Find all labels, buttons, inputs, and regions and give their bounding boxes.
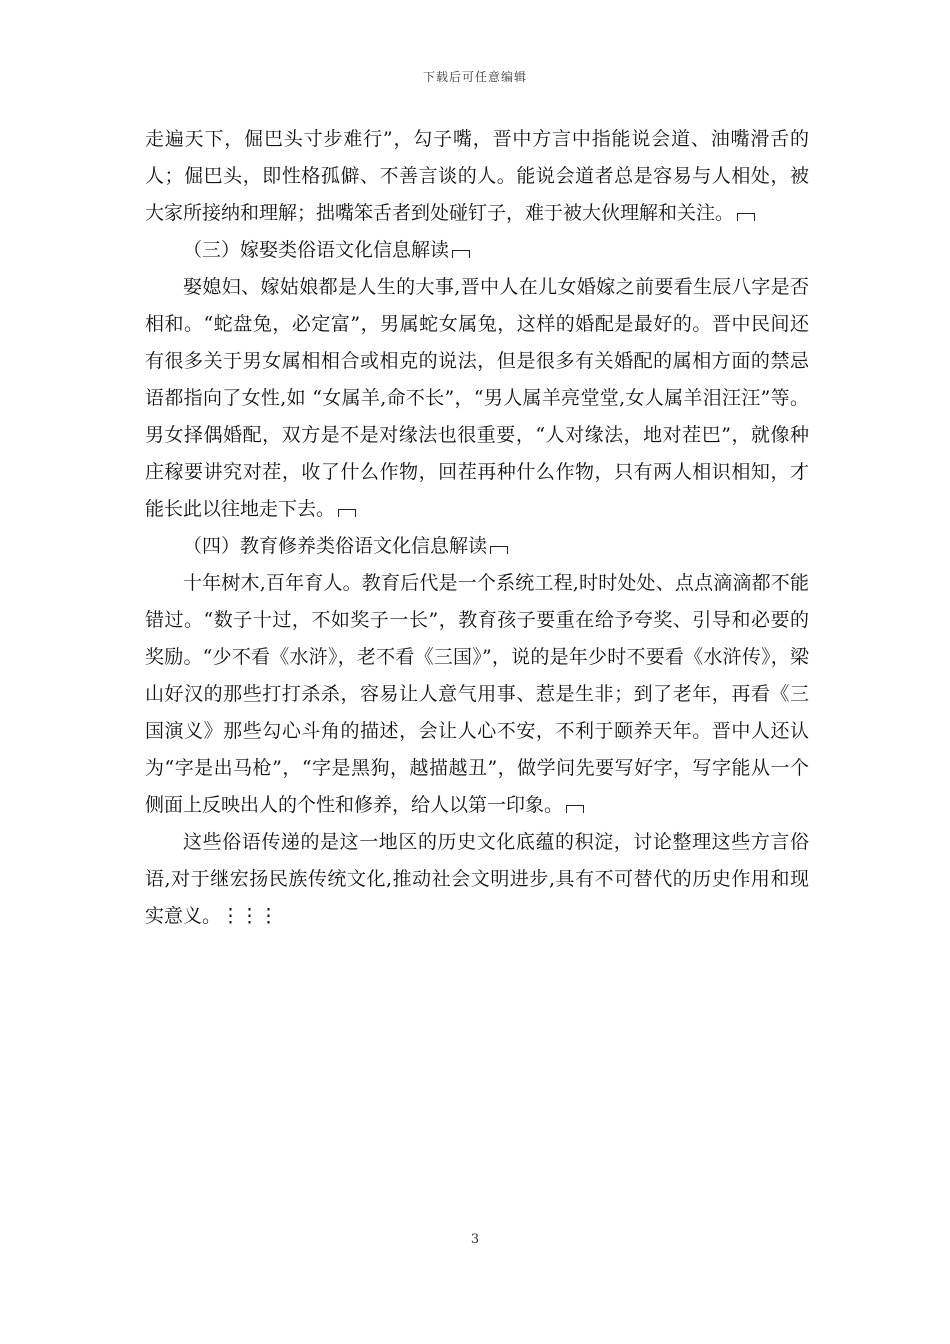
paragraph-mark-icon: [737, 213, 755, 221]
paragraph-3: [145, 565, 809, 824]
paragraph-1: [145, 121, 809, 232]
paragraph-2: [145, 269, 809, 528]
paragraph-4: [145, 824, 809, 935]
paragraph-mark-icon: [338, 509, 356, 517]
paragraph-2-text: 娶媳妇、嫁姑娘都是人生的大事,晋中人在儿女婚嫁之前要看生辰八字是否相和。“蛇盘兔，必定富”，男属蛇女属兔，这样的婚配是最好的。晋中民间还有很多关于男女属相相合或相克的说法，但是很多有关婚配的属相方面的禁忌语都指向了女性,如 “女属羊,命不长”，“男人属羊亮堂堂,女人属羊泪汪汪”等。男女择偶婚配，双方是不是对缘法也很重要，“人对缘法，地对茬巴”，就像种庄稼要讲究对茬，收了什么作物，回茬再种什么作物，只有两人相识相知，才能长此以往地走下去。: [145, 276, 809, 520]
paragraph-mark-icon: [566, 805, 584, 813]
page-number: 3: [470, 1232, 480, 1247]
section-heading-3: [145, 232, 809, 269]
page-header: 下载后可任意编辑: [422, 70, 527, 84]
paragraph-mark-icon: [452, 250, 470, 258]
paragraph-3-text: 十年树木,百年育人。教育后代是一个系统工程,时时处处、点点滴滴都不能错过。“数子十过，不如奖子一长”，教育孩子要重在给予夸奖、引导和必要的奖励。“少不看《水浒》，老不看《三国》”，说的是年少时不要看《水浒传》，梁山好汉的那些打打杀杀，容易让人意气用事、惹是生非；到了老年，再看《三国演义》那些勾心斗角的描述，会让人心不安，不利于颐养天年。晋中人还认为“字是出马枪”，“字是黑狗，越描越丑”，做学问先要写好字，写字能从一个侧面上反映出人的个性和修养，给人以第一印象。: [145, 572, 809, 816]
paragraph-4-text: 这些俗语传递的是这一地区的历史文化底蕴的积淀，讨论整理这些方言俗语,对于继宏扬民族传统文化,推动社会文明进步,具有不可替代的历史作用和现实意义。⋮⋮⋮: [145, 831, 809, 927]
section-heading-4-text: （四）教育修养类俗语文化信息解读: [183, 535, 488, 557]
section-heading-3-text: （三）嫁娶类俗语文化信息解读: [183, 239, 450, 261]
paragraph-1-text: 走遍天下，倔巴头寸步难行”，勾子嘴，晋中方言中指能说会道、油嘴滑舌的人；倔巴头，即性格孤僻、不善言谈的人。能说会道者总是容易与人相处，被大家所接纳和理解；拙嘴笨舌者到处碰钉子，难于被大伙理解和关注。: [145, 128, 809, 224]
section-heading-4: [145, 528, 809, 565]
document-body: [145, 121, 809, 935]
paragraph-mark-icon: [490, 546, 508, 554]
